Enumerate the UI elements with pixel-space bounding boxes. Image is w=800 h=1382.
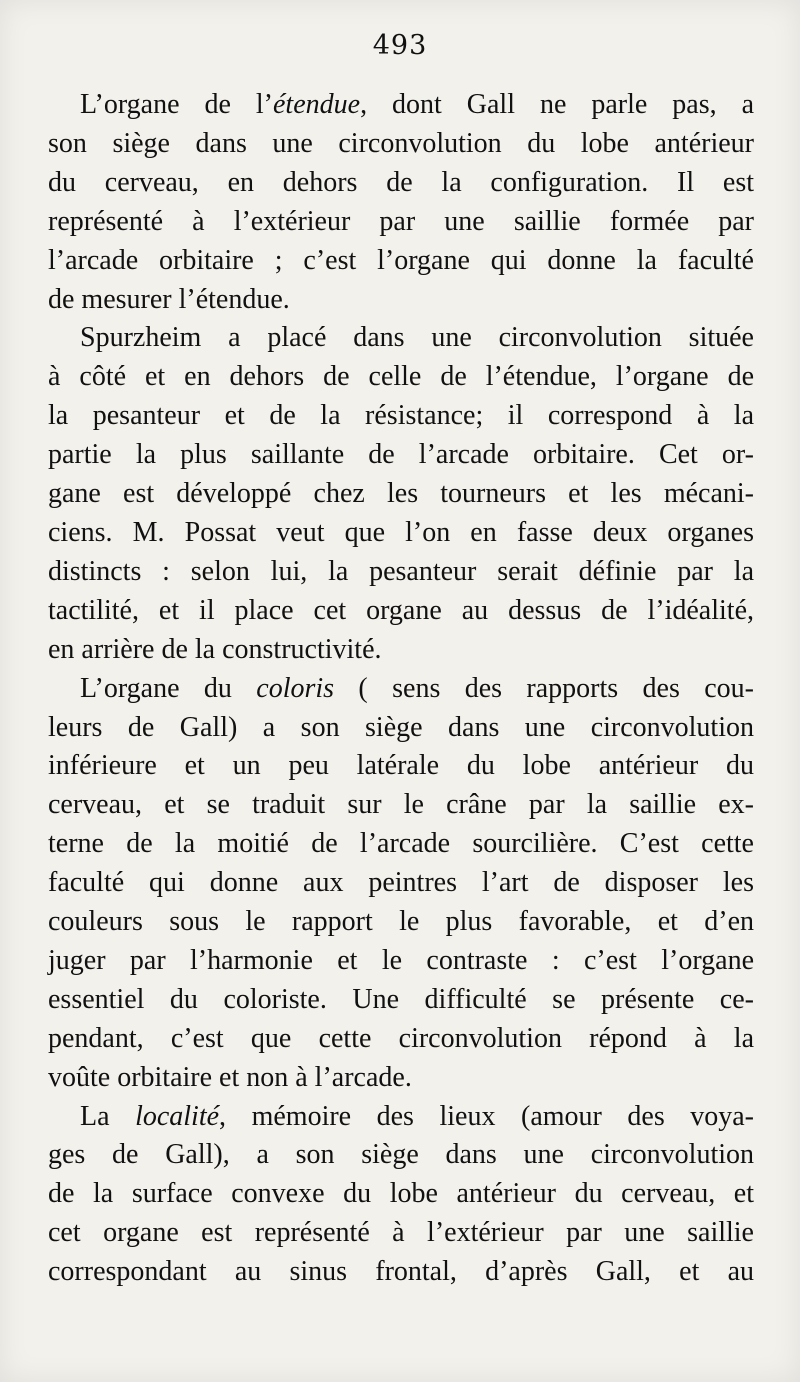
text-run: Spurzheim a placé dans une circonvolution située [80,322,754,354]
text-run: terne de la moitié de l’arcade sourcilière. C’est cette [48,828,754,860]
text-line [48,942,754,981]
text-run: cerveau, et se traduit sur le crâne par la saillie ex- [48,789,754,821]
text-line [48,1020,754,1059]
text-line [48,981,754,1020]
text-line [48,825,754,864]
text-line [48,631,754,670]
text-run: en arrière de la constructivité. [48,633,382,665]
text-line [48,1253,754,1292]
text-run: ( sens des rapports des cou- [334,672,754,704]
text-line [48,1136,754,1175]
text-line [48,436,754,475]
text-run: , mémoire des lieux (amour des voya- [219,1100,754,1132]
text-line [48,125,754,164]
text-line [48,786,754,825]
text-line [48,397,754,436]
body-text [48,86,754,1292]
text-run: leurs de Gall) a son siège dans une circonvolution [48,711,754,743]
text-run: son siège dans une circonvolution du lobe antérieur [48,127,754,159]
text-line [48,319,754,358]
text-run: voûte orbitaire et non à l’arcade. [48,1061,412,1093]
text-line [48,86,754,125]
text-line [48,709,754,748]
text-line [48,164,754,203]
text-run: correspondant au sinus frontal, d’après Gall, et au [48,1256,754,1288]
text-line [48,592,754,631]
text-run: à côté et en dehors de celle de l’étendue, l’organe de [48,361,754,393]
text-line [48,747,754,786]
text-line [48,903,754,942]
text-line [48,553,754,592]
text-run: pendant, c’est que cette circonvolution répond à la [48,1022,754,1054]
text-line [48,475,754,514]
text-run: ges de Gall), a son siège dans une circonvolution [48,1139,754,1171]
text-run: faculté qui donne aux peintres l’art de disposer les [48,867,754,899]
text-line [48,1175,754,1214]
text-run: L’organe de l’ [80,89,273,120]
text-run: tactilité, et il place cet organe au dessus de l’idéalité, [48,594,754,626]
paragraph [48,319,754,669]
text-run: couleurs sous le rapport le plus favorable, et d’en [48,906,754,938]
text-run: du cerveau, en dehors de la configuration. Il est [48,166,754,198]
text-line [48,670,754,709]
text-run: , dont Gall ne parle pas, a [360,89,754,120]
text-line [48,1098,754,1137]
page-number: 493 [372,30,428,61]
text-run: partie la plus saillante de l’arcade orbitaire. Cet or- [48,439,754,471]
text-run: La [80,1100,136,1132]
text-run: la pesanteur et de la résistance; il correspond à la [48,400,754,432]
text-line [48,1214,754,1253]
text-line [48,1059,754,1098]
italic-term: coloris [256,672,335,704]
text-run: inférieure et un peu latérale du lobe antérieur du [48,750,754,782]
paragraph [48,86,754,319]
text-line [48,864,754,903]
text-run: cet organe est représenté à l’extérieur par une saillie [48,1217,754,1249]
text-line [48,281,754,320]
text-line [48,203,754,242]
text-run: représenté à l’extérieur par une saillie formée par [48,205,754,237]
italic-term: localité [135,1100,220,1132]
paragraph [48,1098,754,1293]
italic-term: étendue [273,89,361,120]
text-run: L’organe du [80,672,257,704]
text-run: ciens. M. Possat veut que l’on en fasse deux organes [48,516,754,548]
text-line [48,358,754,397]
text-line [48,242,754,281]
text-run: essentiel du coloriste. Une difficulté se présente ce- [48,983,754,1015]
text-run: l’arcade orbitaire ; c’est l’organe qui donne la faculté [48,244,754,276]
text-run: juger par l’harmonie et le contraste : c’est l’organe [48,944,754,976]
text-line [48,514,754,553]
text-run: distincts : selon lui, la pesanteur serait définie par la [48,555,754,587]
text-run: gane est développé chez les tourneurs et les mécani- [48,478,754,510]
text-run: de mesurer l’étendue. [48,283,290,315]
paragraph [48,670,754,1098]
text-run: de la surface convexe du lobe antérieur du cerveau, et [48,1178,754,1210]
